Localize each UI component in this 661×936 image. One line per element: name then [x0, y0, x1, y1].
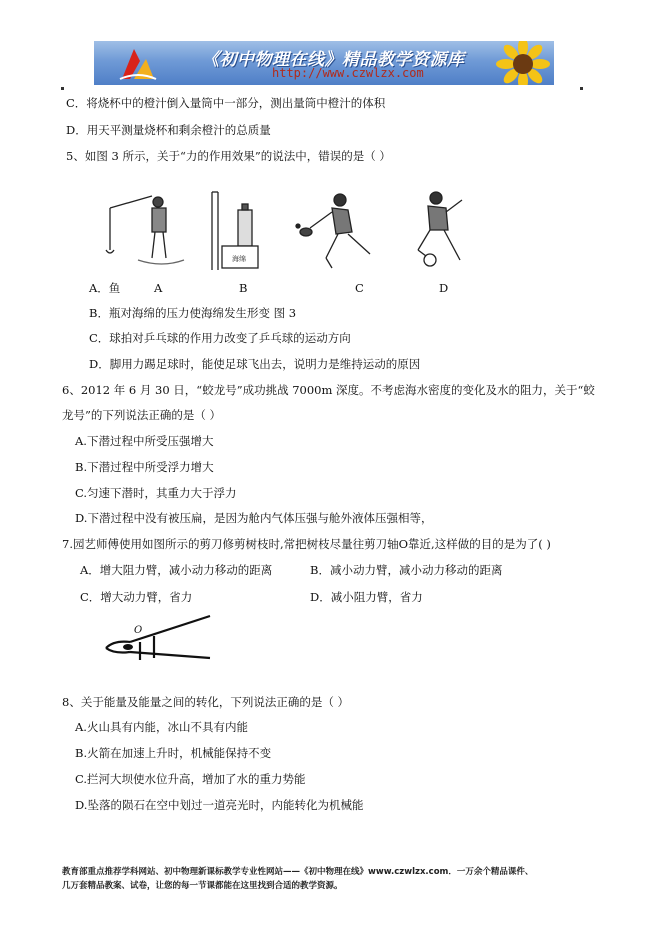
question-5: 5、如图 3 所示，关于“力的作用效果”的说法中，错误的是（ ） — [66, 149, 391, 163]
question-8: 8、关于能量及能量之间的转化，下列说法正确的是（ ） — [62, 695, 349, 709]
scissors-figure — [100, 612, 220, 672]
option-8-d: D.坠落的陨石在空中划过一道亮光时，内能转化为机械能 — [75, 798, 364, 812]
option-d-prev: D．用天平测量烧杯和剩余橙汁的总质量 — [66, 123, 271, 137]
option-6-c: C.匀速下潜时，其重力大于浮力 — [75, 486, 237, 500]
option-7-c: C．增大动力臂，省力 — [80, 590, 193, 604]
option-5-d: D．脚用力踢足球时，能使足球飞出去，说明力是维持运动的原因 — [89, 357, 421, 371]
option-8-a: A.火山具有内能，冰山不具有内能 — [75, 720, 248, 734]
option-c-prev: C．将烧杯中的橙汁倒入量筒中一部分，测出量筒中橙汁的体积 — [66, 96, 386, 110]
header-corner-mark — [61, 87, 64, 90]
footer-line-2: 几万套精品教案、试卷，让您的每一节课都能在这里找到合适的教学资源。 — [62, 881, 343, 891]
option-7-d: D．减小阻力臂，省力 — [310, 590, 423, 604]
footer-line-1: 教育部重点推荐学科网站、初中物理新课标教学专业性网站——《初中物理在线》www.czwlzx.com．一万余个精品课件、 — [62, 867, 534, 877]
banner-url[interactable]: http://www.czwlzx.com — [272, 66, 424, 80]
football-player — [418, 192, 462, 266]
figure-label-a: A — [154, 281, 163, 295]
option-6-b: B.下潜过程中所受浮力增大 — [75, 460, 214, 474]
question-7: 7.园艺师傅使用如图所示的剪刀修剪树枝时,常把树枝尽量往剪刀轴O靠近,这样做的目的是为了( ) — [62, 537, 551, 551]
option-5-c: C．球拍对乒乓球的作用力改变了乒乓球的运动方向 — [89, 331, 351, 345]
figure-label-b: B — [239, 281, 248, 295]
axis-o-label: O — [134, 625, 143, 636]
option-6-a: A.下潜过程中所受压强增大 — [75, 434, 214, 448]
site-logo-icon — [118, 45, 158, 83]
header-corner-mark — [580, 87, 583, 90]
figure-label-c: C — [355, 281, 364, 295]
question-6-line-2: 龙号”的下列说法正确的是（ ） — [62, 408, 222, 422]
option-6-d: D.下潜过程中没有被压扁，是因为舱内气体压强与舱外液体压强相等， — [75, 511, 433, 525]
option-5-b: B．瓶对海绵的压力使海绵发生形变 图 3 — [89, 306, 297, 320]
option-5-a: A．鱼 — [89, 281, 121, 295]
sponge-label: 海绵 — [232, 255, 246, 263]
question-6-line-1: 6、2012 年 6 月 30 日，“蛟龙号”成功挑战 7000m 深度。不考虑海水密度的变化及水的阻力，关于“蛟 — [62, 383, 595, 397]
option-7-a: A．增大阻力臂，减小动力移动的距离 — [80, 563, 273, 577]
figure-3 — [100, 188, 480, 278]
table-tennis-player — [296, 194, 370, 268]
option-7-b: B．减小动力臂，减小动力移动的距离 — [310, 563, 503, 577]
sunflower-icon — [494, 41, 552, 85]
banner-title: 《初中物理在线》精品教学资源库 — [202, 50, 465, 70]
figure-label-d: D — [439, 281, 449, 295]
option-8-c: C.拦河大坝使水位升高，增加了水的重力势能 — [75, 772, 306, 786]
fisherman-figure — [106, 196, 184, 264]
option-8-b: B.火箭在加速上升时，机械能保持不变 — [75, 746, 272, 760]
header-banner — [94, 41, 554, 85]
